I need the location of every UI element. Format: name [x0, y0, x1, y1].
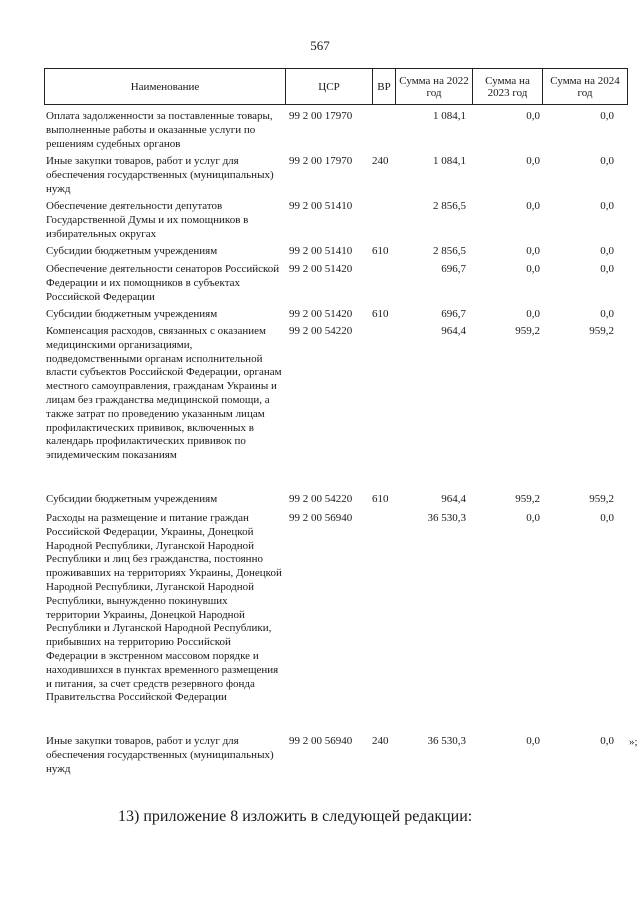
- row-name: Субсидии бюджетным учреждениям: [46, 308, 218, 320]
- row-sum-2024: 0,0: [600, 263, 614, 275]
- row-csr: 99 2 00 17970: [289, 155, 353, 167]
- row-sum-2023: 0,0: [526, 512, 540, 524]
- row-name: Компенсация расходов, связанных с оказанием медицинскими организациями, подведомственными органам исполнительной власти субъектов Российской Федерации, органам местного самоуправления, гражданам Украины и лицам без гражданства медицинской помощи, а также затрат по проведению указанным лицам профилактических прививок, включенных в календарь профилактических прививок по эпидемическим показаниям: [46, 325, 282, 462]
- row-sum-2023: 0,0: [526, 735, 540, 747]
- row-csr: 99 2 00 56940: [289, 512, 353, 524]
- header-csr: ЦСР: [285, 69, 372, 104]
- closing-quote-mark: »;: [629, 736, 638, 748]
- row-sum-2023: 0,0: [526, 155, 540, 167]
- row-csr: 99 2 00 17970: [289, 110, 353, 122]
- row-sum-2024: 0,0: [600, 110, 614, 122]
- row-sum-2024: 0,0: [600, 512, 614, 524]
- row-sum-2024: 0,0: [600, 735, 614, 747]
- row-name: Субсидии бюджетным учреждениям: [46, 245, 218, 257]
- table-header: [44, 68, 628, 105]
- row-name: Иные закупки товаров, работ и услуг для обеспечения государственных (муниципальных) нужд: [46, 735, 274, 775]
- row-csr: 99 2 00 54220: [289, 325, 353, 337]
- row-vr: 240: [372, 155, 389, 167]
- header-sum-2024: Сумма на 2024 год: [542, 69, 628, 104]
- row-csr: 99 2 00 51410: [289, 245, 353, 257]
- row-sum-2024: 959,2: [589, 493, 614, 505]
- row-sum-2022: 964,4: [441, 325, 466, 337]
- row-sum-2024: 0,0: [600, 245, 614, 257]
- row-sum-2022: 696,7: [441, 308, 466, 320]
- row-sum-2022: 36 530,3: [427, 512, 466, 524]
- row-sum-2022: 2 856,5: [433, 245, 466, 257]
- row-csr: 99 2 00 54220: [289, 493, 353, 505]
- row-sum-2023: 0,0: [526, 110, 540, 122]
- row-sum-2023: 959,2: [515, 493, 540, 505]
- header-sum-2022: Сумма на 2022 год: [395, 69, 472, 104]
- row-sum-2022: 2 856,5: [433, 200, 466, 212]
- row-csr: 99 2 00 51420: [289, 308, 353, 320]
- row-name: Обеспечение деятельности депутатов Государственной Думы и их помощников в избирательных округах: [46, 200, 249, 240]
- row-sum-2023: 0,0: [526, 263, 540, 275]
- row-sum-2024: 0,0: [600, 155, 614, 167]
- row-sum-2023: 0,0: [526, 245, 540, 257]
- page-number: 567: [310, 38, 330, 53]
- header-vr: ВР: [372, 69, 395, 104]
- row-csr: 99 2 00 51420: [289, 263, 353, 275]
- row-vr: 610: [372, 493, 389, 505]
- row-sum-2023: 959,2: [515, 325, 540, 337]
- row-sum-2022: 1 084,1: [433, 155, 466, 167]
- row-name: Обеспечение деятельности сенаторов Российской Федерации и их помощников в субъектах Российской Федерации: [46, 263, 280, 303]
- row-sum-2023: 0,0: [526, 200, 540, 212]
- budget-table: [44, 68, 628, 775]
- row-csr: 99 2 00 51410: [289, 200, 353, 212]
- row-vr: 610: [372, 245, 389, 257]
- row-sum-2023: 0,0: [526, 308, 540, 320]
- row-name: Расходы на размещение и питание граждан Российской Федерации, Украины, Донецкой Народной Республики, Луганской Народной Республики и лиц без гражданства, постоянно проживавших на территориях Украины, Донецкой Народной Республики, Луганской Народной Республики, вынужденно покинувших территории Украины, Донецкой Народной Республики и Луганской Народной Республики, прибывших на территорию Российской Федерации в экстренном массовом порядке и находившихся в пунктах временного размещения и питания, за счет средств резервного фонда Правительства Российской Федерации: [46, 512, 282, 704]
- row-name: Субсидии бюджетным учреждениям: [46, 493, 218, 505]
- row-name: Оплата задолженности за поставленные товары, выполненные работы и оказанные услуги по решениям судебных органов: [46, 110, 273, 150]
- row-name: Иные закупки товаров, работ и услуг для обеспечения государственных (муниципальных) нужд: [46, 155, 274, 195]
- row-sum-2022: 1 084,1: [433, 110, 466, 122]
- row-sum-2024: 959,2: [589, 325, 614, 337]
- amendment-text: 13) приложение 8 изложить в следующей редакции:: [118, 808, 473, 825]
- row-vr: 240: [372, 735, 389, 747]
- header-sum-2023: Сумма на 2023 год: [472, 69, 542, 104]
- row-sum-2024: 0,0: [600, 200, 614, 212]
- row-sum-2022: 696,7: [441, 263, 466, 275]
- row-sum-2024: 0,0: [600, 308, 614, 320]
- header-name: Наименование: [44, 69, 285, 104]
- row-vr: 610: [372, 308, 389, 320]
- row-sum-2022: 36 530,3: [427, 735, 466, 747]
- row-csr: 99 2 00 56940: [289, 735, 353, 747]
- row-sum-2022: 964,4: [441, 493, 466, 505]
